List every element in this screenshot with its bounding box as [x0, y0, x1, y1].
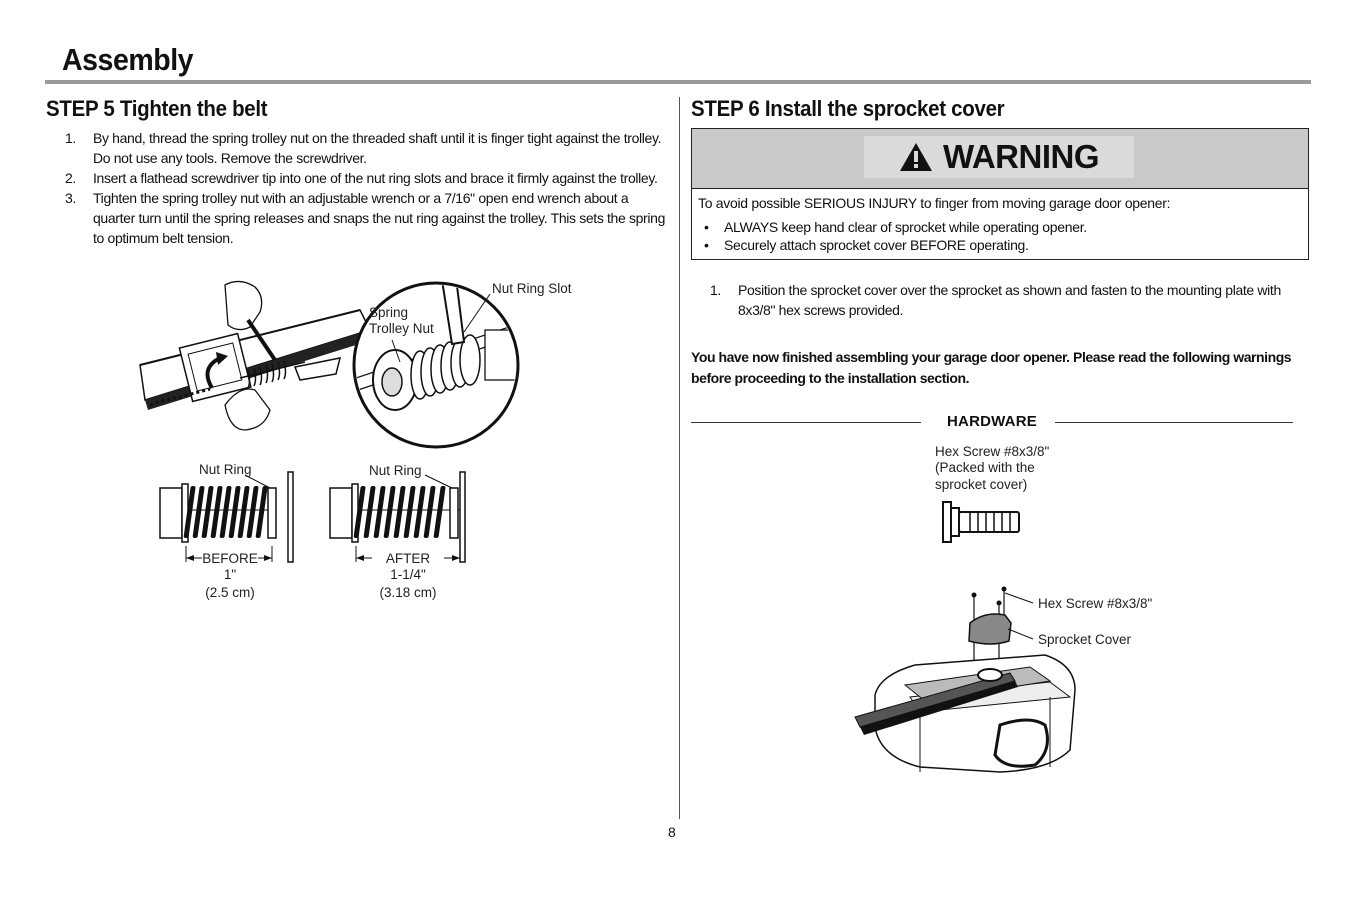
hex-screw-icon [940, 500, 1022, 544]
finish-note: You have now finished assembling your garage door opener. Please read the following warnings before proceeding to the installation section. [691, 349, 1292, 386]
after-label: AFTER [385, 551, 431, 566]
warning-label [864, 136, 1134, 178]
warning-bullet: • ALWAYS keep hand clear of sprocket while operating opener. [702, 218, 1087, 236]
warning-intro: To avoid possible SERIOUS INJURY to finger from moving garage door opener: [698, 195, 1171, 211]
label-nut-ring-before: Nut Ring [199, 462, 252, 477]
step5-heading: STEP 5 Tighten the belt [46, 96, 268, 121]
after-inches: 1-1/4" [390, 567, 426, 582]
warning-triangle-icon [899, 142, 933, 172]
label-spring: Spring [369, 305, 409, 320]
before-cm: (2.5 cm) [205, 585, 255, 600]
title-rule [45, 80, 1311, 84]
step5-instructions [65, 128, 670, 248]
step6-heading: STEP 6 Install the sprocket cover [691, 96, 1005, 121]
warning-box [691, 128, 1309, 260]
hardware-title: HARDWARE [947, 413, 1037, 430]
after-cm: (3.18 cm) [379, 585, 437, 600]
warning-bullets [702, 218, 1087, 254]
step6-item: 1. Position the sprocket cover over the sprocket as shown and fasten to the mounting plate with 8x3/8" hex screws provided. [710, 282, 1281, 318]
before-inches: 1" [223, 567, 237, 582]
hardware-screw-note2: sprocket cover) [935, 477, 1028, 492]
hardware-screw-note1: (Packed with the [935, 460, 1035, 475]
trolley-tighten-illustration [130, 270, 530, 470]
label-hex-screw: Hex Screw #8x3/8" [1038, 596, 1153, 611]
label-nut-ring-after: Nut Ring [369, 463, 422, 478]
page-title: Assembly [62, 42, 194, 77]
before-label: BEFORE [202, 551, 258, 566]
warning-bullet: • Securely attach sprocket cover BEFORE operating. [702, 236, 1087, 254]
warning-text: WARNING [943, 138, 1099, 175]
label-sprocket-cover: Sprocket Cover [1038, 632, 1132, 647]
hardware-rule-right [1055, 422, 1293, 423]
sprocket-cover-illustration [850, 585, 1090, 785]
label-trolley-nut: Trolley Nut [369, 321, 434, 336]
step6-instructions [710, 280, 1300, 320]
step5-item: 1. By hand, thread the spring trolley nut on the threaded shaft until it is finger tight against the trolley. Do not use any tools. Remove the screwdriver. [65, 130, 662, 166]
hardware-screw-name: Hex Screw #8x3/8" [935, 444, 1050, 459]
hardware-rule-left [691, 422, 921, 423]
step5-item: 3. Tighten the spring trolley nut with an adjustable wrench or a 7/16" open end wrench about a quarter turn until the spring releases and snaps the nut ring against the trolley. This sets the spring to optimum belt tension. [65, 190, 666, 246]
label-nut-ring-slot: Nut Ring Slot [492, 281, 572, 296]
page-number: 8 [668, 824, 676, 840]
step5-item: 2. Insert a flathead screwdriver tip into one of the nut ring slots and brace it firmly against the trolley. [65, 170, 658, 186]
column-divider [679, 97, 680, 819]
warning-header [692, 129, 1308, 189]
